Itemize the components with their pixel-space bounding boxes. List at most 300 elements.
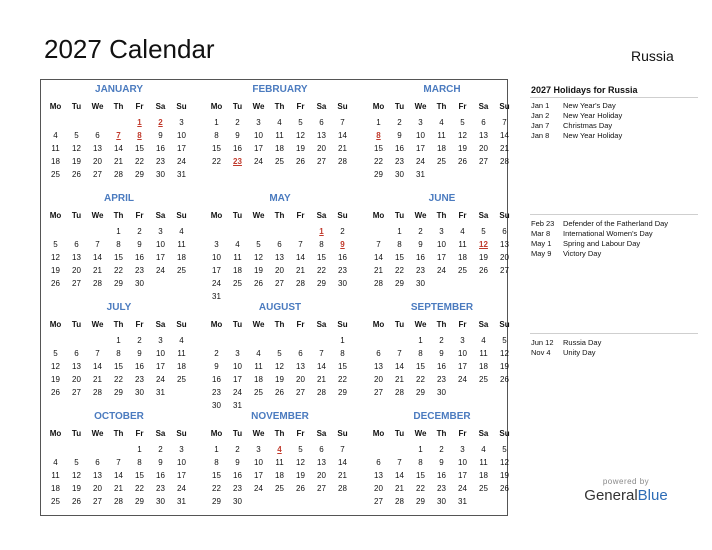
day-cell: 24 <box>458 375 467 384</box>
day-cell: 2 <box>418 227 423 236</box>
weekday-header: Tu <box>394 320 405 329</box>
day-cell: 7 <box>116 458 121 467</box>
day-cell: 18 <box>458 253 467 262</box>
day-cell: 27 <box>93 170 102 179</box>
day-cell: 3 <box>418 118 423 127</box>
weekday-header: Fr <box>458 211 467 220</box>
day-cell: 2 <box>137 336 142 345</box>
weekday-header: Mo <box>210 320 223 329</box>
day-cell: 26 <box>500 375 509 384</box>
day-cell: 6 <box>319 445 324 454</box>
day-cell: 5 <box>74 131 79 140</box>
day-cell: 26 <box>254 279 263 288</box>
day-cell: 25 <box>479 484 488 493</box>
day-cell: 14 <box>500 131 509 140</box>
day-cell: 13 <box>374 471 383 480</box>
holiday-divider <box>530 333 698 334</box>
day-cell: 17 <box>437 253 446 262</box>
weekday-header: Tu <box>71 211 82 220</box>
calendar-grid <box>40 79 508 516</box>
day-cell: 16 <box>416 253 425 262</box>
day-cell: 21 <box>500 144 509 153</box>
day-cell: 23 <box>135 266 144 275</box>
weekday-header: Mo <box>49 320 62 329</box>
day-cell: 25 <box>254 388 263 397</box>
day-cell: 16 <box>233 471 242 480</box>
day-cell: 2 <box>235 118 240 127</box>
day-cell: 9 <box>439 349 444 358</box>
day-cell: 19 <box>500 362 509 371</box>
day-cell: 4 <box>481 336 486 345</box>
day-cell: 29 <box>317 279 326 288</box>
day-cell: 24 <box>254 157 263 166</box>
day-cell: 17 <box>177 144 186 153</box>
day-cell: 8 <box>319 240 324 249</box>
day-cell: 30 <box>395 170 404 179</box>
weekday-header: Su <box>499 429 510 438</box>
day-cell: 26 <box>479 266 488 275</box>
day-cell: 25 <box>458 266 467 275</box>
weekday-header: Fr <box>135 429 144 438</box>
day-cell: 1 <box>116 336 121 345</box>
weekday-header: Mo <box>372 320 385 329</box>
day-cell: 1 <box>214 118 219 127</box>
day-cell: 15 <box>416 362 425 371</box>
day-cell: 16 <box>395 144 404 153</box>
day-cell: 26 <box>500 484 509 493</box>
weekday-header: Sa <box>155 429 166 438</box>
day-cell: 27 <box>500 266 509 275</box>
weekday-header: Mo <box>210 429 223 438</box>
day-cell: 14 <box>395 471 404 480</box>
month-name: JUNE <box>428 193 456 204</box>
day-cell: 29 <box>114 279 123 288</box>
day-cell: 24 <box>177 484 186 493</box>
holiday-item <box>531 131 622 140</box>
weekday-header: Sa <box>478 211 489 220</box>
day-cell: 21 <box>93 266 102 275</box>
holiday-item <box>531 338 601 347</box>
day-cell: 1 <box>340 336 345 345</box>
day-cell: 28 <box>114 170 123 179</box>
day-cell: 17 <box>177 471 186 480</box>
day-cell: 6 <box>481 118 486 127</box>
holiday-item <box>531 239 640 248</box>
day-cell: 23 <box>156 484 165 493</box>
day-cell: 17 <box>212 266 221 275</box>
day-cell: 17 <box>156 362 165 371</box>
day-cell: 5 <box>298 445 303 454</box>
day-cell: 19 <box>51 266 60 275</box>
day-cell: 5 <box>502 336 507 345</box>
day-cell: 15 <box>374 144 383 153</box>
weekday-header: We <box>414 102 427 111</box>
month-name: APRIL <box>104 193 134 204</box>
day-cell: 16 <box>135 253 144 262</box>
day-cell: 7 <box>397 349 402 358</box>
day-cell: 10 <box>156 349 165 358</box>
day-cell: 13 <box>500 240 509 249</box>
day-cell: 10 <box>177 131 186 140</box>
weekday-header: Tu <box>394 429 405 438</box>
day-cell: 20 <box>317 144 326 153</box>
weekday-header: Th <box>113 320 124 329</box>
weekday-header: Mo <box>49 102 62 111</box>
weekday-header: Tu <box>71 102 82 111</box>
day-cell: 24 <box>233 388 242 397</box>
day-cell: 15 <box>317 253 326 262</box>
day-cell: 12 <box>51 362 60 371</box>
weekday-header: Mo <box>49 429 62 438</box>
day-cell: 18 <box>51 484 60 493</box>
day-cell: 3 <box>460 336 465 345</box>
day-cell: 6 <box>74 349 79 358</box>
day-cell: 14 <box>114 471 123 480</box>
day-cell: 14 <box>338 458 347 467</box>
day-cell: 14 <box>114 144 123 153</box>
day-cell: 16 <box>338 253 347 262</box>
day-cell: 31 <box>416 170 425 179</box>
day-cell: 14 <box>93 253 102 262</box>
day-cell: 23 <box>156 157 165 166</box>
day-cell: 19 <box>254 266 263 275</box>
weekday-header: Tu <box>232 211 243 220</box>
day-cell: 7 <box>340 445 345 454</box>
holiday-day-cell: 1 <box>137 118 142 127</box>
day-cell: 13 <box>317 458 326 467</box>
day-cell: 24 <box>437 266 446 275</box>
holiday-date: May 9 <box>531 249 552 258</box>
day-cell: 9 <box>137 240 142 249</box>
day-cell: 30 <box>437 497 446 506</box>
day-cell: 20 <box>93 157 102 166</box>
day-cell: 3 <box>235 349 240 358</box>
day-cell: 30 <box>156 170 165 179</box>
day-cell: 9 <box>214 362 219 371</box>
day-cell: 11 <box>275 458 284 467</box>
day-cell: 6 <box>502 227 507 236</box>
day-cell: 5 <box>74 458 79 467</box>
day-cell: 19 <box>458 144 467 153</box>
month-name: OCTOBER <box>94 411 144 422</box>
weekday-header: Mo <box>372 429 385 438</box>
day-cell: 22 <box>135 157 144 166</box>
day-cell: 13 <box>72 362 81 371</box>
day-cell: 28 <box>296 279 305 288</box>
holiday-name: Spring and Labour Day <box>563 239 641 248</box>
day-cell: 29 <box>135 497 144 506</box>
day-cell: 23 <box>395 157 404 166</box>
day-cell: 30 <box>135 388 144 397</box>
day-cell: 5 <box>502 445 507 454</box>
day-cell: 31 <box>233 401 242 410</box>
holiday-date: Feb 23 <box>531 219 555 228</box>
day-cell: 22 <box>114 266 123 275</box>
day-cell: 19 <box>296 471 305 480</box>
powered-by-text: powered by <box>602 477 650 486</box>
day-cell: 26 <box>51 388 60 397</box>
holiday-name: Christmas Day <box>563 121 613 130</box>
holiday-name: Russia Day <box>563 338 602 347</box>
day-cell: 3 <box>158 336 163 345</box>
weekday-header: Sa <box>155 320 166 329</box>
day-cell: 31 <box>177 170 186 179</box>
day-cell: 25 <box>177 266 186 275</box>
day-cell: 18 <box>275 144 284 153</box>
day-cell: 1 <box>214 445 219 454</box>
day-cell: 18 <box>437 144 446 153</box>
day-cell: 6 <box>319 118 324 127</box>
day-cell: 3 <box>439 227 444 236</box>
day-cell: 27 <box>374 497 383 506</box>
weekday-header: Th <box>436 320 447 329</box>
day-cell: 27 <box>479 157 488 166</box>
holiday-item <box>531 348 596 357</box>
weekday-header: Mo <box>49 211 62 220</box>
weekday-header: Fr <box>296 429 305 438</box>
holiday-day-cell: 4 <box>277 445 282 454</box>
weekday-header: Su <box>176 429 187 438</box>
holiday-item <box>531 111 622 120</box>
day-cell: 9 <box>158 131 163 140</box>
day-cell: 6 <box>298 349 303 358</box>
day-cell: 30 <box>135 279 144 288</box>
day-cell: 19 <box>296 144 305 153</box>
day-cell: 18 <box>479 471 488 480</box>
weekday-header: Su <box>499 211 510 220</box>
holiday-day-cell: 7 <box>116 131 121 140</box>
month-name: MARCH <box>423 84 461 95</box>
day-cell: 12 <box>72 471 81 480</box>
day-cell: 28 <box>93 388 102 397</box>
day-cell: 3 <box>179 445 184 454</box>
day-cell: 12 <box>254 253 263 262</box>
day-cell: 28 <box>500 157 509 166</box>
day-cell: 10 <box>416 131 425 140</box>
day-cell: 10 <box>437 240 446 249</box>
holiday-divider <box>530 214 698 215</box>
weekday-header: Mo <box>210 211 223 220</box>
weekday-header: Th <box>113 429 124 438</box>
holiday-day-cell: 9 <box>340 240 345 249</box>
day-cell: 19 <box>500 471 509 480</box>
day-cell: 7 <box>298 240 303 249</box>
day-cell: 18 <box>233 266 242 275</box>
day-cell: 2 <box>397 118 402 127</box>
weekday-header: Mo <box>372 211 385 220</box>
day-cell: 2 <box>214 349 219 358</box>
weekday-header: Sa <box>155 211 166 220</box>
day-cell: 7 <box>95 240 100 249</box>
weekday-header: Fr <box>296 211 305 220</box>
day-cell: 24 <box>156 375 165 384</box>
day-cell: 28 <box>114 497 123 506</box>
day-cell: 21 <box>338 144 347 153</box>
day-cell: 8 <box>137 458 142 467</box>
day-cell: 4 <box>235 240 240 249</box>
day-cell: 16 <box>233 144 242 153</box>
day-cell: 31 <box>177 497 186 506</box>
day-cell: 25 <box>275 484 284 493</box>
day-cell: 7 <box>319 349 324 358</box>
holiday-date: Jan 7 <box>531 121 550 130</box>
holiday-item <box>531 121 612 130</box>
weekday-header: We <box>414 211 427 220</box>
day-cell: 23 <box>416 266 425 275</box>
holiday-day-cell: 8 <box>376 131 381 140</box>
day-cell: 6 <box>376 458 381 467</box>
weekday-header: Tu <box>232 102 243 111</box>
day-cell: 1 <box>418 336 423 345</box>
day-cell: 29 <box>395 279 404 288</box>
day-cell: 6 <box>277 240 282 249</box>
weekday-header: Fr <box>296 102 305 111</box>
weekday-header: Fr <box>135 320 144 329</box>
month-name: MAY <box>269 193 291 204</box>
day-cell: 13 <box>479 131 488 140</box>
day-cell: 30 <box>156 497 165 506</box>
day-cell: 27 <box>296 388 305 397</box>
day-cell: 15 <box>135 144 144 153</box>
weekday-header: Th <box>113 211 124 220</box>
day-cell: 15 <box>135 471 144 480</box>
day-cell: 12 <box>458 131 467 140</box>
day-cell: 26 <box>296 484 305 493</box>
day-cell: 24 <box>156 266 165 275</box>
day-cell: 1 <box>137 445 142 454</box>
day-cell: 21 <box>374 266 383 275</box>
day-cell: 17 <box>233 375 242 384</box>
day-cell: 20 <box>72 375 81 384</box>
day-cell: 2 <box>137 227 142 236</box>
day-cell: 28 <box>395 497 404 506</box>
day-cell: 24 <box>458 484 467 493</box>
day-cell: 11 <box>275 131 284 140</box>
day-cell: 28 <box>338 484 347 493</box>
weekday-header: We <box>252 211 265 220</box>
day-cell: 1 <box>116 227 121 236</box>
day-cell: 25 <box>479 375 488 384</box>
weekday-header: We <box>252 429 265 438</box>
day-cell: 15 <box>114 253 123 262</box>
day-cell: 10 <box>212 253 221 262</box>
holiday-date: Jun 12 <box>531 338 554 347</box>
day-cell: 17 <box>254 471 263 480</box>
weekday-header: Sa <box>478 102 489 111</box>
day-cell: 12 <box>72 144 81 153</box>
day-cell: 13 <box>72 253 81 262</box>
weekday-header: Su <box>337 429 348 438</box>
holiday-name: New Year Holiday <box>563 111 623 120</box>
day-cell: 8 <box>116 349 121 358</box>
day-cell: 17 <box>458 471 467 480</box>
weekday-header: We <box>414 320 427 329</box>
day-cell: 17 <box>156 253 165 262</box>
holiday-date: Nov 4 <box>531 348 551 357</box>
day-cell: 16 <box>437 362 446 371</box>
day-cell: 17 <box>254 144 263 153</box>
month-name: JANUARY <box>95 84 143 95</box>
holiday-item <box>531 249 601 258</box>
day-cell: 9 <box>418 240 423 249</box>
day-cell: 13 <box>275 253 284 262</box>
day-cell: 30 <box>212 401 221 410</box>
day-cell: 29 <box>212 497 221 506</box>
weekday-header: Tu <box>232 320 243 329</box>
weekday-header: We <box>91 211 104 220</box>
day-cell: 28 <box>317 388 326 397</box>
holiday-date: Jan 2 <box>531 111 550 120</box>
day-cell: 16 <box>212 375 221 384</box>
day-cell: 9 <box>158 458 163 467</box>
day-cell: 8 <box>214 131 219 140</box>
day-cell: 14 <box>338 131 347 140</box>
day-cell: 11 <box>458 240 467 249</box>
day-cell: 3 <box>256 118 261 127</box>
holiday-day-cell: 12 <box>479 240 488 249</box>
holiday-item <box>531 101 616 110</box>
day-cell: 31 <box>458 497 467 506</box>
weekday-header: We <box>91 320 104 329</box>
weekday-header: Sa <box>316 320 327 329</box>
holiday-divider <box>530 97 698 98</box>
day-cell: 18 <box>479 362 488 371</box>
day-cell: 22 <box>416 375 425 384</box>
day-cell: 5 <box>277 349 282 358</box>
day-cell: 19 <box>479 253 488 262</box>
weekday-header: Su <box>337 211 348 220</box>
day-cell: 26 <box>72 170 81 179</box>
day-cell: 20 <box>500 253 509 262</box>
holiday-day-cell: 1 <box>319 227 324 236</box>
day-cell: 14 <box>374 253 383 262</box>
brand-name-blue: Blue <box>637 487 668 504</box>
day-cell: 22 <box>374 157 383 166</box>
day-cell: 22 <box>395 266 404 275</box>
weekday-header: Sa <box>316 102 327 111</box>
day-cell: 23 <box>212 388 221 397</box>
day-cell: 5 <box>460 118 465 127</box>
day-cell: 23 <box>233 484 242 493</box>
day-cell: 3 <box>214 240 219 249</box>
day-cell: 6 <box>95 458 100 467</box>
holiday-item <box>531 229 653 238</box>
day-cell: 21 <box>114 484 123 493</box>
day-cell: 27 <box>317 157 326 166</box>
day-cell: 20 <box>374 375 383 384</box>
brand-logo <box>584 477 668 504</box>
day-cell: 4 <box>439 118 444 127</box>
day-cell: 20 <box>374 484 383 493</box>
day-cell: 23 <box>135 375 144 384</box>
day-cell: 16 <box>135 362 144 371</box>
day-cell: 30 <box>416 279 425 288</box>
day-cell: 15 <box>395 253 404 262</box>
day-cell: 22 <box>114 375 123 384</box>
day-cell: 21 <box>93 375 102 384</box>
weekday-header: Th <box>113 102 124 111</box>
weekday-header: Tu <box>232 429 243 438</box>
day-cell: 31 <box>156 388 165 397</box>
day-cell: 26 <box>72 497 81 506</box>
day-cell: 28 <box>374 279 383 288</box>
day-cell: 3 <box>460 445 465 454</box>
day-cell: 19 <box>72 484 81 493</box>
day-cell: 17 <box>416 144 425 153</box>
day-cell: 29 <box>114 388 123 397</box>
weekday-header: Fr <box>458 102 467 111</box>
holiday-date: Mar 8 <box>531 229 551 238</box>
